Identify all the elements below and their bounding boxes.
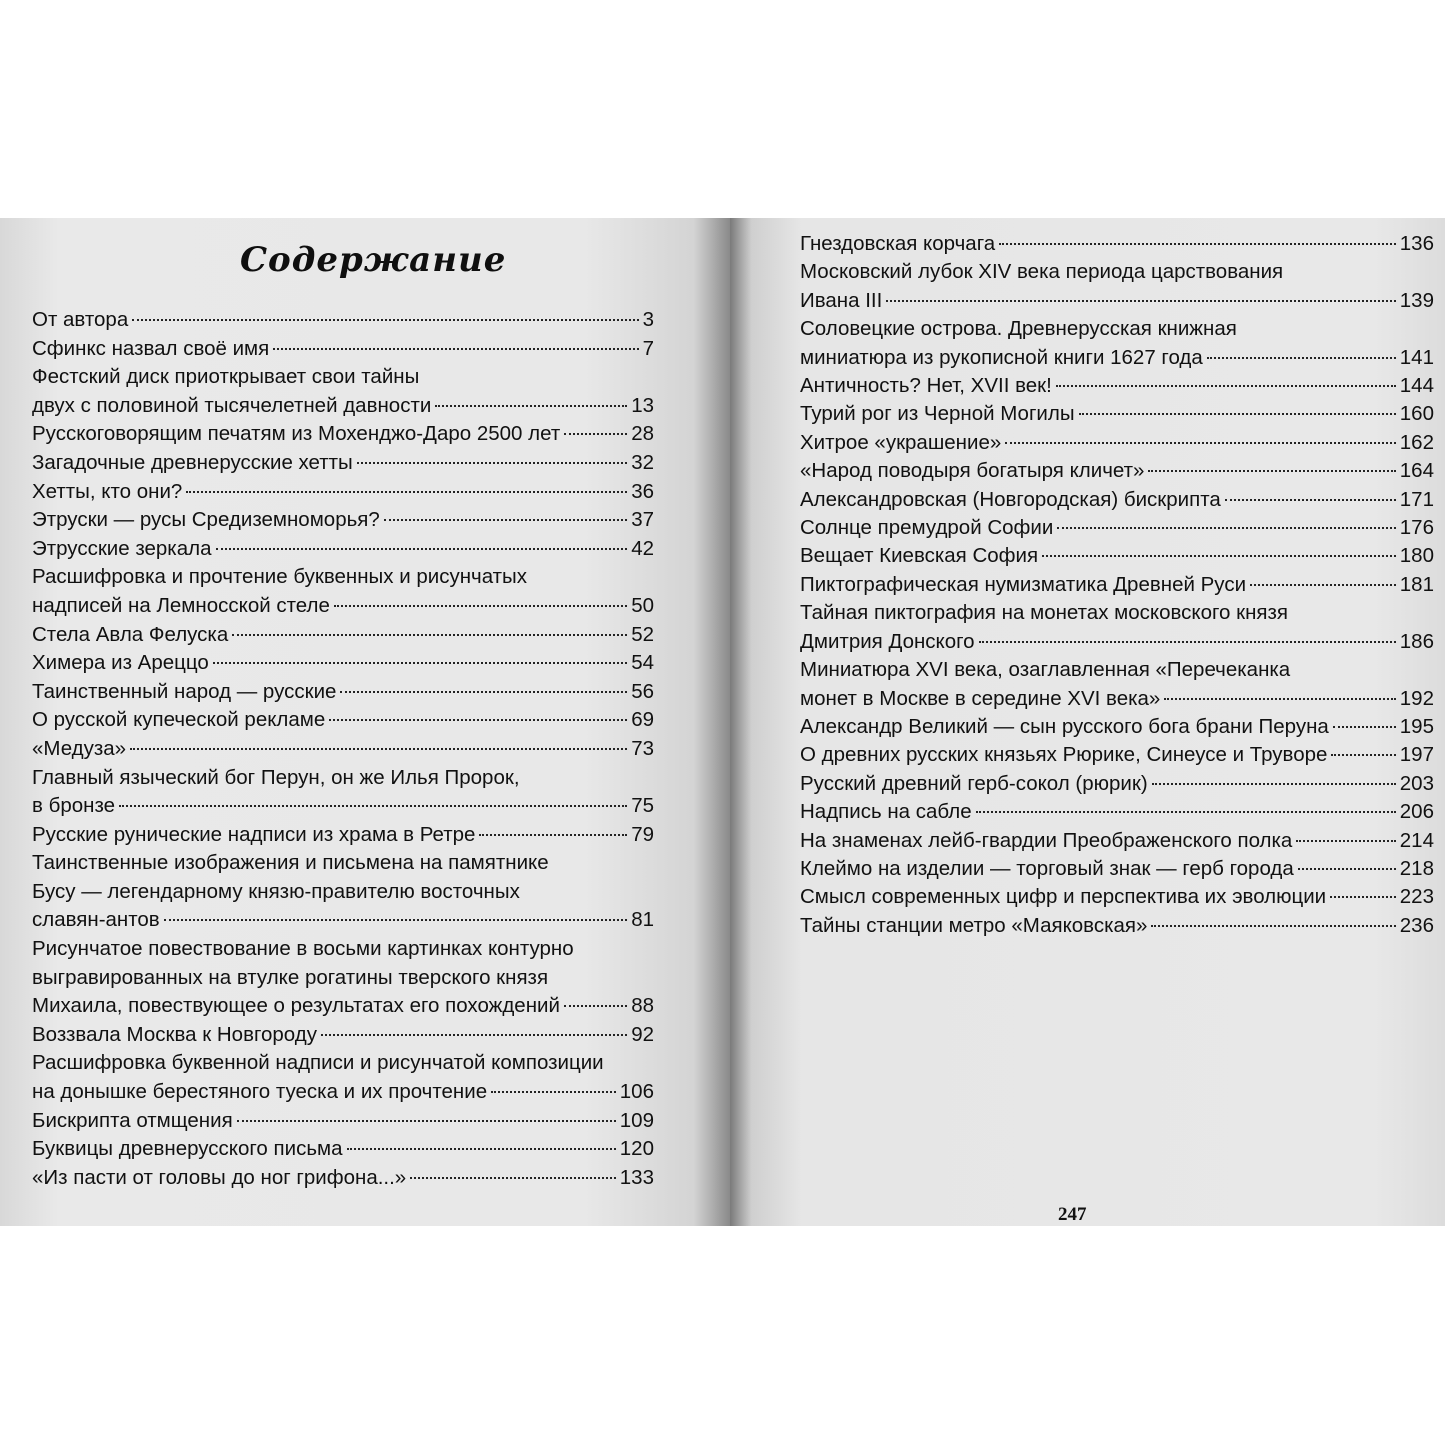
toc-entry-row <box>800 230 1434 258</box>
dot-leader <box>1152 783 1396 785</box>
toc-entry-page: 214 <box>1399 828 1434 852</box>
dot-leader <box>1057 527 1395 529</box>
toc-entry-row <box>800 685 1434 713</box>
toc-entry <box>32 449 654 478</box>
dot-leader <box>357 462 627 464</box>
toc-entry <box>32 1049 654 1106</box>
toc-entry-page: 92 <box>631 1022 654 1046</box>
toc-entry <box>800 457 1434 485</box>
toc-entry-row <box>800 628 1434 656</box>
toc-entry-page: 75 <box>631 794 654 818</box>
toc-entry-page: 197 <box>1399 743 1434 767</box>
toc-entry-row <box>32 478 654 507</box>
dot-leader <box>1151 925 1395 927</box>
toc-entry <box>800 741 1434 769</box>
toc-entry-text: Миниатюра XVI века, озаглавленная «Перечеканка <box>800 658 1291 682</box>
toc-entry-page: 162 <box>1399 430 1434 454</box>
toc-entry-text: Загадочные древнерусские хетты <box>32 450 353 474</box>
toc-entry-row <box>32 420 654 449</box>
toc-entry-text: Главный языческий бог Перун, он же Илья Пророк, <box>32 765 520 789</box>
toc-entry-row <box>32 906 654 935</box>
toc-entry-page: 37 <box>631 508 654 532</box>
toc-entry-text: «Медуза» <box>32 736 127 760</box>
toc-entry-text: Смысл современных цифр и перспектива их эволюции <box>800 885 1327 909</box>
dot-leader <box>334 605 627 607</box>
dot-leader <box>384 519 627 521</box>
toc-entry <box>800 258 1434 315</box>
dot-leader <box>237 1120 616 1122</box>
toc-entry-text: Расшифровка и прочтение буквенных и рисунчатых <box>32 565 528 589</box>
toc-entry-text: Солнце премудрой Софии <box>800 516 1054 540</box>
toc-entry-page: 206 <box>1399 800 1434 824</box>
dot-leader <box>1207 357 1396 359</box>
toc-entry-row <box>800 571 1434 599</box>
toc-entry-row <box>800 827 1434 855</box>
toc-entry-page: 54 <box>631 651 654 675</box>
toc-entry <box>32 478 654 507</box>
toc-entry-row <box>32 449 654 478</box>
toc-entry <box>800 400 1434 428</box>
toc-entry <box>800 372 1434 400</box>
toc-entry <box>800 230 1434 258</box>
toc-entry-row <box>800 372 1434 400</box>
toc-entry <box>32 935 654 1021</box>
toc-entry-page: 218 <box>1399 856 1434 880</box>
toc-entry-page: 203 <box>1399 771 1434 795</box>
toc-entry <box>800 883 1434 911</box>
toc-entry-text: Дмитрия Донского <box>800 629 975 653</box>
toc-entry-page: 164 <box>1399 459 1434 483</box>
toc-entry-page: 186 <box>1399 629 1434 653</box>
dot-leader <box>321 1034 627 1036</box>
toc-entry-page: 171 <box>1399 487 1434 511</box>
dot-leader <box>164 919 627 921</box>
dot-leader <box>1164 698 1395 700</box>
toc-entry-row <box>32 1164 654 1193</box>
dot-leader <box>410 1177 616 1179</box>
toc-entry-text: Рисунчатое повествование в восьми картинках контурно <box>32 937 574 961</box>
toc-entry-page: 50 <box>631 593 654 617</box>
toc-entry-page: 133 <box>619 1165 654 1189</box>
page-number: 247 <box>1058 1204 1087 1225</box>
toc-entry-text: Александр Великий — сын русского бога брани Перуна <box>800 714 1329 738</box>
toc-entry-row <box>32 1078 654 1107</box>
toc-entry <box>800 315 1434 372</box>
dot-leader <box>273 348 638 350</box>
toc-entry-text: выгравированных на втулке рогатины тверского князя <box>32 965 549 989</box>
dot-leader <box>119 805 627 807</box>
dot-leader <box>130 748 627 750</box>
toc-entry-page: 139 <box>1399 288 1434 312</box>
toc-entry-row <box>800 429 1434 457</box>
dot-leader <box>1331 754 1395 756</box>
toc-entry-text: в бронзе <box>32 794 116 818</box>
toc-entry-row <box>32 649 654 678</box>
dot-leader <box>979 641 1396 643</box>
toc-entry-row <box>32 1107 654 1136</box>
toc-entry <box>32 849 654 935</box>
dot-leader <box>340 691 627 693</box>
toc-entry <box>32 335 654 364</box>
toc-entry-page: 3 <box>642 308 654 331</box>
dot-leader <box>1250 584 1396 586</box>
toc-entry-text: Расшифровка буквенной надписи и рисунчатой композиции <box>32 1051 604 1075</box>
toc-list-right <box>800 230 1434 940</box>
toc-entry-row <box>32 506 654 535</box>
toc-entry-text: Русский древний герб-сокол (рюрик) <box>800 771 1148 795</box>
toc-entry-text: Буквицы древнерусского письма <box>32 1137 343 1161</box>
toc-entry-page: 13 <box>631 393 654 417</box>
toc-entry <box>32 706 654 735</box>
toc-entry-text: На знаменах лейб-гвардии Преображенского полка <box>800 828 1293 852</box>
toc-entry-page: 236 <box>1399 913 1434 937</box>
toc-entry-text: на донышке берестяного туеска и их прочтение <box>32 1080 488 1104</box>
toc-entry-row <box>32 792 654 821</box>
dot-leader <box>1148 470 1395 472</box>
toc-entry <box>32 1021 654 1050</box>
toc-entry <box>800 912 1434 940</box>
toc-entry-row <box>800 883 1434 911</box>
left-page <box>0 218 730 1226</box>
dot-leader <box>1296 840 1395 842</box>
toc-entry-row <box>800 770 1434 798</box>
toc-entry-text: Александровская (Новгородская) бискрипта <box>800 487 1221 511</box>
toc-entry <box>32 735 654 764</box>
toc-entry-text: Этрусские зеркала <box>32 536 212 560</box>
toc-entry <box>800 855 1434 883</box>
toc-list-left <box>32 306 654 1192</box>
toc-entry-text: «Народ поводыря богатыря кличет» <box>800 459 1145 483</box>
dot-leader <box>213 662 627 664</box>
toc-entry-text: Московский лубок XIV века периода царствования <box>800 260 1284 284</box>
toc-entry-page: 181 <box>1399 572 1434 596</box>
dot-leader <box>216 548 628 550</box>
dot-leader <box>491 1091 616 1093</box>
toc-entry <box>800 429 1434 457</box>
toc-entry-text: Тайная пиктография на монетах московского князя <box>800 601 1289 625</box>
toc-entry-page: 180 <box>1399 544 1434 568</box>
toc-entry-row <box>32 678 654 707</box>
toc-entry-text: Тайны станции метро «Маяковская» <box>800 913 1148 937</box>
dot-leader <box>186 491 627 493</box>
toc-entry-text: Хитрое «украшение» <box>800 430 1002 454</box>
toc-entry-row <box>32 1021 654 1050</box>
toc-entry-text: Сфинкс назвал своё имя <box>32 336 270 360</box>
toc-entry-text: славян-антов <box>32 908 160 932</box>
toc-entry-row <box>32 992 654 1021</box>
toc-entry <box>32 506 654 535</box>
toc-entry <box>32 363 654 420</box>
dot-leader <box>479 834 627 836</box>
toc-entry-text: Химера из Ареццо <box>32 651 209 675</box>
toc-entry <box>32 649 654 678</box>
toc-entry-row <box>800 400 1434 428</box>
toc-entry-row <box>800 542 1434 570</box>
toc-entry-page: 42 <box>631 536 654 560</box>
toc-entry-text: Бискрипта отмщения <box>32 1108 233 1132</box>
toc-entry <box>32 621 654 650</box>
toc-entry-text: двух с половиной тысячелетней давности <box>32 393 432 417</box>
toc-entry-row <box>32 535 654 564</box>
toc-entry-row <box>32 821 654 850</box>
toc-entry-text: Хетты, кто они? <box>32 479 183 503</box>
toc-entry <box>800 571 1434 599</box>
toc-entry <box>800 827 1434 855</box>
toc-entry-text: надписей на Лемносской стеле <box>32 593 330 617</box>
toc-entry <box>32 678 654 707</box>
toc-entry-row <box>800 798 1434 826</box>
dot-leader <box>347 1148 616 1150</box>
toc-entry-text: Воззвала Москва к Новгороду <box>32 1022 317 1046</box>
dot-leader <box>1333 726 1396 728</box>
toc-entry-text: «Из пасти от головы до ног грифона...» <box>32 1165 407 1189</box>
dot-leader <box>1042 555 1396 557</box>
toc-entry <box>32 1135 654 1164</box>
toc-entry-text: Михаила, повествующее о результатах его похождений <box>32 994 560 1018</box>
toc-entry-text: миниатюра из рукописной книги 1627 года <box>800 345 1203 369</box>
toc-entry-page: 176 <box>1399 516 1434 540</box>
toc-entry-row <box>800 486 1434 514</box>
toc-entry <box>32 764 654 821</box>
toc-entry <box>800 713 1434 741</box>
toc-entry-page: 32 <box>631 450 654 474</box>
dot-leader <box>1330 896 1396 898</box>
toc-entry-row <box>32 335 654 364</box>
toc-entry-row <box>800 514 1434 542</box>
toc-entry <box>800 542 1434 570</box>
toc-entry-page: 192 <box>1399 686 1434 710</box>
dot-leader <box>886 300 1395 302</box>
toc-entry <box>800 486 1434 514</box>
toc-entry-text: Русскоговорящим печатям из Мохенджо-Даро 2500 лет <box>32 422 561 446</box>
toc-entry-row <box>800 912 1434 940</box>
dot-leader <box>1298 868 1396 870</box>
toc-entry-row <box>32 706 654 735</box>
dot-leader <box>329 719 627 721</box>
dot-leader <box>1005 442 1396 444</box>
dot-leader <box>1056 385 1396 387</box>
toc-entry <box>32 1107 654 1136</box>
toc-entry <box>32 306 654 335</box>
toc-entry-page: 81 <box>631 908 654 932</box>
toc-entry-text: Клеймо на изделии — торговый знак — герб города <box>800 856 1294 880</box>
toc-entry-row <box>32 1135 654 1164</box>
toc-entry-text: О древних русских князьях Рюрике, Синеусе и Труворе <box>800 743 1328 767</box>
toc-entry-page: 141 <box>1399 345 1434 369</box>
toc-entry-row <box>800 344 1434 372</box>
toc-entry <box>32 420 654 449</box>
dot-leader <box>976 811 1396 813</box>
toc-entry-text: Таинственный народ — русские <box>32 679 337 703</box>
toc-entry-page: 28 <box>631 422 654 446</box>
toc-entry-page: 195 <box>1399 714 1434 738</box>
toc-entry-page: 73 <box>631 736 654 760</box>
toc-entry-text: Русские рунические надписи из храма в Ретре <box>32 822 476 846</box>
toc-entry-row <box>800 457 1434 485</box>
toc-entry-text: Античность? Нет, XVII век! <box>800 374 1052 398</box>
toc-entry <box>32 821 654 850</box>
toc-entry-page: 120 <box>619 1137 654 1161</box>
toc-entry <box>32 1164 654 1193</box>
toc-entry-row <box>32 306 654 335</box>
toc-entry-text: Гнездовская корчага <box>800 232 996 255</box>
book-spread <box>0 218 1445 1226</box>
dot-leader <box>1079 413 1396 415</box>
toc-entry-page: 109 <box>619 1108 654 1132</box>
toc-entry-page: 56 <box>631 679 654 703</box>
dot-leader <box>564 433 627 435</box>
toc-entry-page: 160 <box>1399 402 1434 426</box>
dot-leader <box>132 319 638 321</box>
toc-entry-row <box>32 592 654 621</box>
toc-entry-row <box>800 741 1434 769</box>
toc-entry-text: Таинственные изображения и письмена на памятнике <box>32 851 549 875</box>
toc-entry <box>800 599 1434 656</box>
toc-entry-page: 223 <box>1399 885 1434 909</box>
toc-entry-text: О русской купеческой рекламе <box>32 708 326 732</box>
toc-entry-row <box>32 735 654 764</box>
toc-entry-text: От автора <box>32 308 129 331</box>
toc-entry-page: 36 <box>631 479 654 503</box>
toc-entry-row <box>32 392 654 421</box>
toc-entry-text: Турий рог из Черной Могилы <box>800 402 1075 426</box>
toc-entry-text: Фестский диск приоткрывает свои тайны <box>32 365 420 389</box>
toc-entry-text: Надпись на сабле <box>800 800 972 824</box>
toc-entry-page: 106 <box>619 1080 654 1104</box>
toc-entry-row <box>800 713 1434 741</box>
toc-entry-row <box>800 287 1434 315</box>
toc-entry <box>32 563 654 620</box>
toc-entry <box>32 535 654 564</box>
dot-leader <box>232 634 627 636</box>
toc-entry-page: 69 <box>631 708 654 732</box>
toc-entry-page: 52 <box>631 622 654 646</box>
toc-entry-page: 136 <box>1399 232 1434 255</box>
toc-entry-page: 79 <box>631 822 654 846</box>
right-page <box>730 218 1445 1226</box>
dot-leader <box>1225 499 1396 501</box>
toc-entry-text: Пиктографическая нумизматика Древней Руси <box>800 572 1247 596</box>
toc-entry-text: Стела Авла Фелуска <box>32 622 229 646</box>
toc-entry-text: Бусу — легендарному князю-правителю восточных <box>32 879 520 903</box>
toc-entry-page: 7 <box>642 336 654 360</box>
toc-entry-page: 144 <box>1399 374 1434 398</box>
dot-leader <box>564 1005 627 1007</box>
toc-entry-row <box>32 621 654 650</box>
toc-entry-text: монет в Москве в середине XVI века» <box>800 686 1161 710</box>
dot-leader <box>999 243 1396 245</box>
toc-entry-page: 88 <box>631 994 654 1018</box>
toc-entry-text: Ивана III <box>800 288 883 312</box>
toc-entry-text: Этруски — русы Средиземноморья? <box>32 508 380 532</box>
toc-title: Содержание <box>240 240 507 280</box>
toc-entry <box>800 798 1434 826</box>
toc-entry-text: Соловецкие острова. Древнерусская книжная <box>800 317 1237 341</box>
toc-entry-text: Вещает Киевская София <box>800 544 1039 568</box>
toc-entry <box>800 770 1434 798</box>
toc-entry <box>800 656 1434 713</box>
toc-entry <box>800 514 1434 542</box>
dot-leader <box>435 405 627 407</box>
toc-entry-row <box>800 855 1434 883</box>
